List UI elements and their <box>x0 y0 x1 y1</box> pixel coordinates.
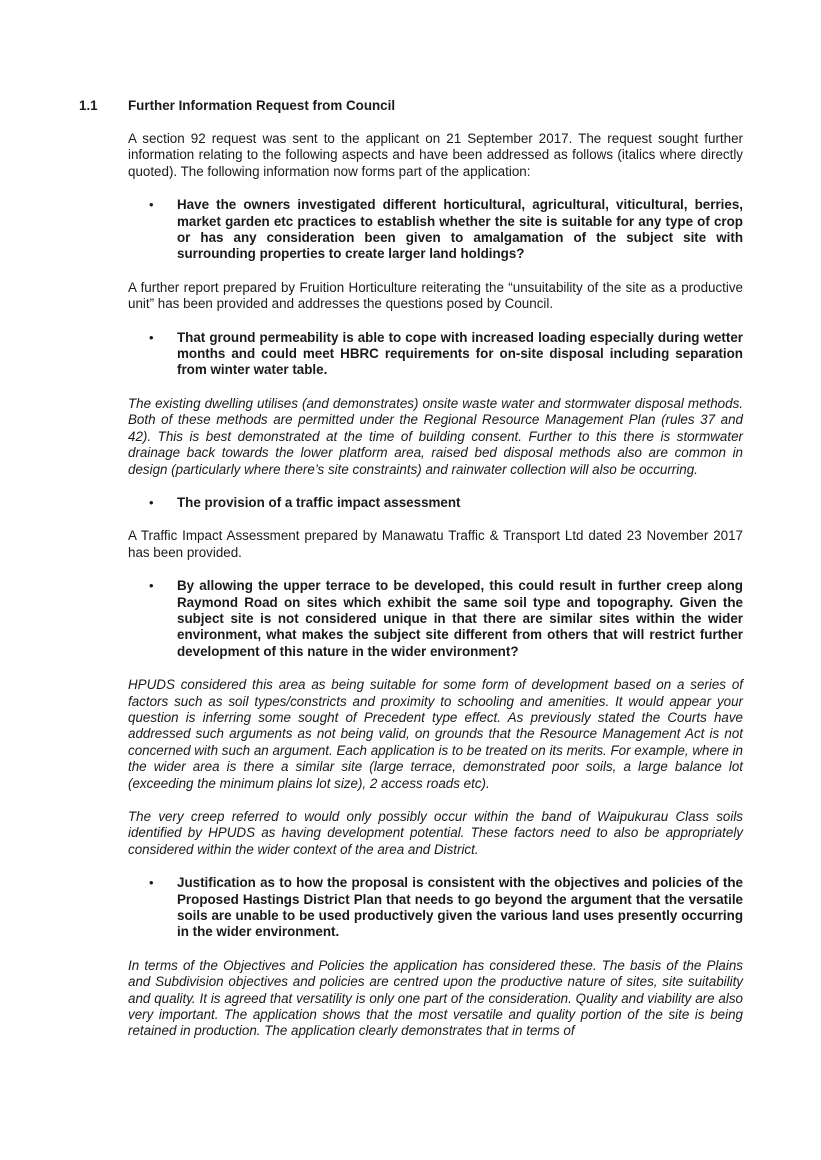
paragraph-response-fruition: A further report prepared by Fruition Horticulture reiterating the “unsuitability of the site as a productive unit” has been provided and addresses the questions posed by Council. <box>128 279 743 312</box>
bullet-marker: • <box>149 875 154 891</box>
paragraph-response-hpuds: HPUDS considered this area as being suitable for some form of development based on a series of factors such as soil types/constricts and proximity to schooling and amenities. It would appear your question is inferring some sought of Precedent type effect. As previously stated the Courts have addressed such arguments as not being valid, on grounds that the Resource Management Act is not concerned with such an argument. Each application is to be treated on its merits. For example, where in the wider area is there a similar site (large terrace, demonstrated poor soils, a large balance lot (exceeding the minimum plains lot size), 2 access roads etc). <box>128 677 743 791</box>
paragraph-response-creep: The very creep referred to would only possibly occur within the band of Waipukurau Class soils identified by HPUDS as having development potential. These factors need to also be appropriately considered within the wider context of the area and District. <box>128 809 743 857</box>
paragraph-response-traffic: A Traffic Impact Assessment prepared by Manawatu Traffic & Transport Ltd dated 23 November 2017 has been provided. <box>128 528 743 560</box>
bullet-question-horticulture: Have the owners investigated different horticultural, agricultural, viticultural, berries, market garden etc practices to establish whether the site is suitable for any type of crop or has any consideration been given to amalgamation of the subject site with surrounding properties to create larger land holdings? <box>177 197 743 262</box>
paragraph-response-objectives: In terms of the Objectives and Policies the application has considered these. The basis of the Plains and Subdivision objectives and policies are centred upon the productive nature of sites, site suitability and quality. It is agreed that versatility is only one part of the consideration. Quality and viability are also very important. The application shows that the most versatile and quality portion of the site is being retained in production. The application clearly demonstrates that in terms of <box>128 957 743 1039</box>
bullet-marker: • <box>149 329 154 345</box>
bullet-marker: • <box>149 197 154 213</box>
bullet-item <box>128 495 743 511</box>
bullet-item <box>128 330 743 379</box>
section-number: 1.1 <box>79 98 98 113</box>
section-body <box>128 131 743 1057</box>
bullet-item <box>128 875 743 941</box>
bullet-question-justification: Justification as to how the proposal is consistent with the objectives and policies of the Proposed Hastings District Plan that needs to go beyond the argument that the versatile soils are unable to be used productively given the various land uses presently occurring in the wider environment. <box>177 875 743 940</box>
section-heading <box>79 98 395 114</box>
bullet-question-permeability: That ground permeability is able to cope with increased loading especially during wetter months and could meet HBRC requirements for on-site disposal including separation from winter water table. <box>177 329 743 378</box>
bullet-question-upper-terrace: By allowing the upper terrace to be developed, this could result in further creep along Raymond Road on sites which exhibit the same soil type and topography. Given the subject site is not considered unique in that there are similar sites within the wider environment, what makes the subject site different from others that will restrict further development of this nature in the wider environment? <box>177 578 743 659</box>
bullet-item <box>128 197 743 263</box>
paragraph-response-disposal: The existing dwelling utilises (and demonstrates) onsite waste water and stormwater disposal methods. Both of these methods are permitted under the Regional Resource Management Plan (rules 37 and 42). This is best demonstrated at the time of building consent. Further to this there is stormwater drainage back towards the lower platform area, raised bed disposal methods also are common in design (particularly where there’s site constraints) and rainwater collection will also be occurring. <box>128 395 743 477</box>
section-title: Further Information Request from Council <box>128 98 396 113</box>
bullet-item <box>128 578 743 660</box>
bullet-marker: • <box>149 578 154 594</box>
bullet-question-traffic: The provision of a traffic impact assessment <box>177 494 461 510</box>
bullet-marker: • <box>149 494 154 510</box>
paragraph-intro: A section 92 request was sent to the applicant on 21 September 2017. The request sought further information relating to the following aspects and have been addressed as follows (italics where directly quoted). The following information now forms part of the application: <box>128 131 743 179</box>
